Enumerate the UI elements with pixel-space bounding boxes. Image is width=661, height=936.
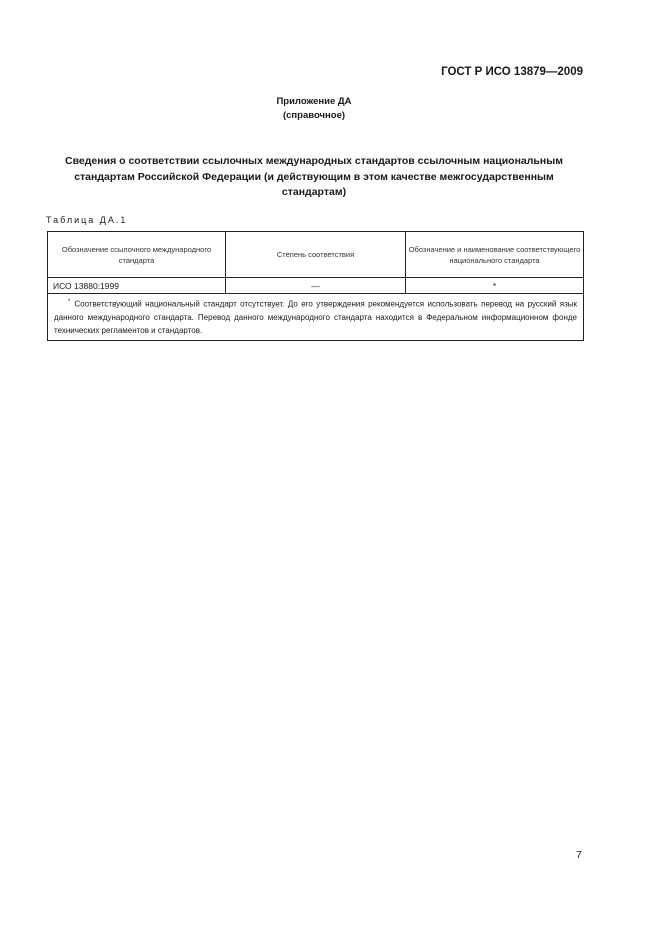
table-row: [48, 278, 584, 294]
annex-subtitle: (справочное): [282, 110, 346, 121]
column-header-degree: Степень соответствия: [226, 232, 406, 278]
cell-national: *: [406, 278, 584, 294]
cell-degree: —: [226, 278, 406, 294]
table-header-row: [48, 232, 584, 278]
section-heading: Сведения о соответствии ссылочных международных стандартов ссылочным национальным стандартам Российской Федерации (и действующим в этом качестве межгосударственным стандартам): [65, 155, 563, 198]
column-header-standard: Обозначение ссылочного международного стандарта: [48, 232, 226, 278]
column-header-national: Обозначение и наименование соответствующего национального стандарта: [406, 232, 584, 278]
annex-title: Приложение ДА: [276, 96, 352, 107]
page-number: 7: [576, 849, 582, 861]
table-footnote-cell: [48, 294, 584, 341]
correspondence-table: [47, 231, 584, 341]
cell-standard: ИСО 13880:1999: [48, 278, 226, 294]
footnote-mark: *: [68, 299, 71, 305]
annex-heading: [0, 95, 628, 123]
table-label: Таблица ДА.1: [46, 215, 128, 225]
table-footnote-row: [48, 294, 584, 341]
document-code: ГОСТ Р ИСО 13879—2009: [441, 66, 583, 78]
footnote-text: Соответствующий национальный стандарт отсутствует. До его утверждения рекомендуется использовать перевод на русский язык данного международного стандарта. Перевод данного международного стандарта находится в Федеральном информационном фонде технических регламентов и стандартов.: [54, 299, 577, 335]
